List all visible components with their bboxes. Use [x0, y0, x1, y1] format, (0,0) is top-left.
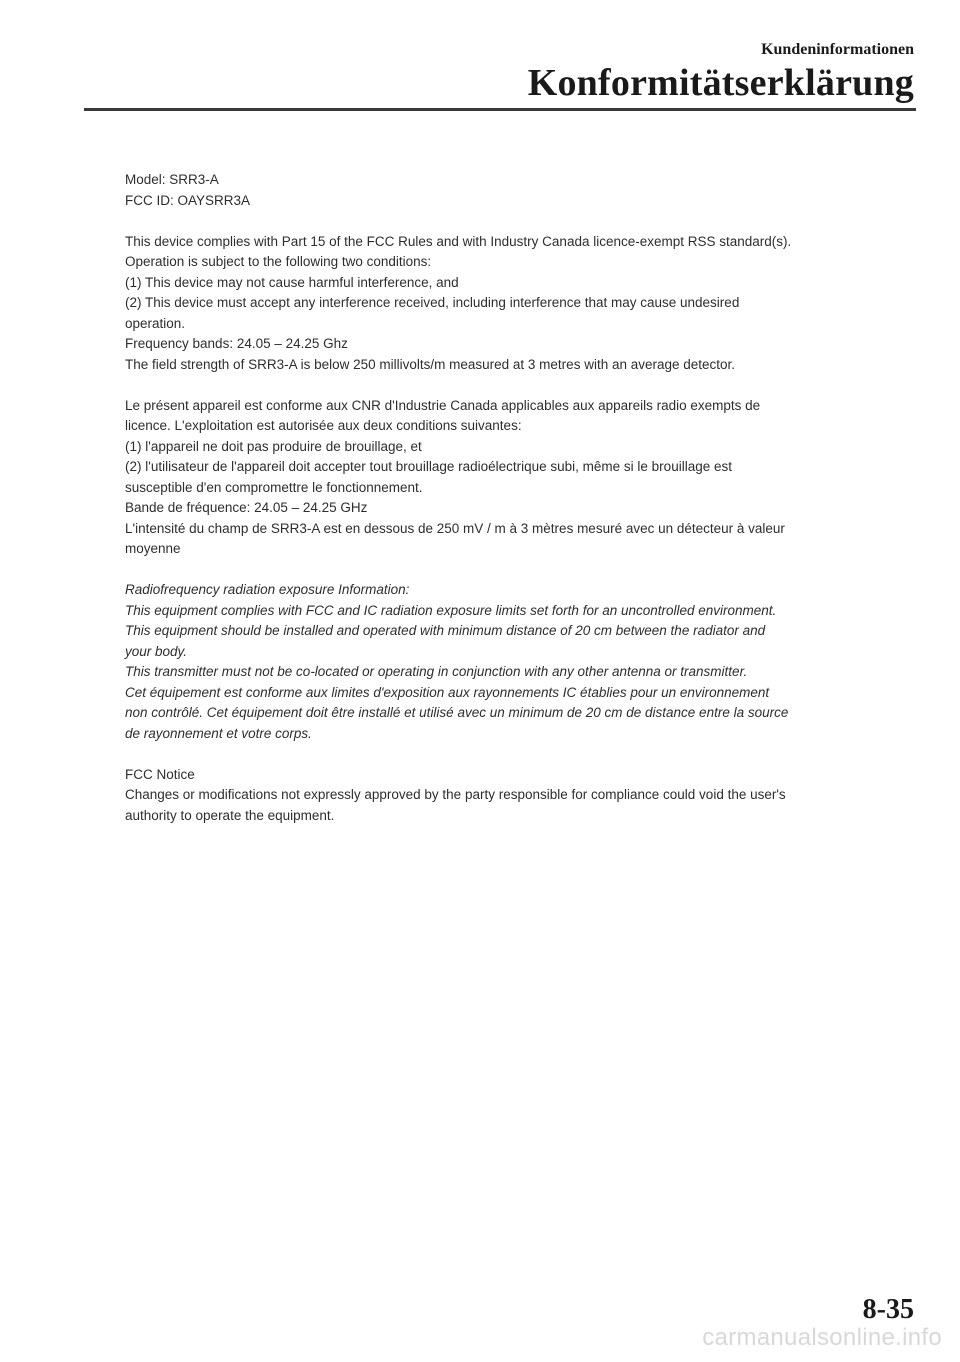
header-divider [84, 108, 916, 111]
text-line: Le présent appareil est conforme aux CNR d'Industrie Canada applicables aux appareils radio exempts de [125, 397, 761, 413]
text-line: L'intensité du champ de SRR3-A est en dessous de 250 mV / m à 3 mètres mesuré avec un détecteur à valeur [125, 520, 785, 536]
text-line: (2) l'utilisateur de l'appareil doit accepter tout brouillage radioélectrique subi, même si le brouillage est [125, 459, 732, 474]
text-line: Radiofrequency radiation exposure Information: [125, 582, 410, 597]
text-line: operation. [125, 315, 186, 331]
text-line: Frequency bands: 24.05 – 24.25 Ghz [125, 336, 348, 351]
fcc-notice-block [125, 765, 885, 827]
text-line: This transmitter must not be co-located or operating in conjunction with any other antenna or transmitter. [125, 664, 748, 679]
page-number: 8-35 [862, 1294, 914, 1325]
section-label: Kundeninformationen [761, 41, 914, 58]
page-header [528, 40, 914, 105]
text-line: This device complies with Part 15 of the FCC Rules and with Industry Canada licence-exempt RSS standard(s). [125, 233, 792, 249]
fcc-notice-heading: FCC Notice [125, 766, 195, 782]
text-line: Operation is subject to the following two conditions: [125, 254, 432, 269]
text-line: moyenne [125, 541, 181, 556]
text-line: authority to operate the equipment. [125, 807, 335, 823]
text-line: (1) l'appareil ne doit pas produire de brouillage, et [125, 438, 422, 454]
watermark: carmanualsonline.info [702, 1324, 942, 1351]
text-line: licence. L'exploitation est autorisée aux deux conditions suivantes: [125, 418, 522, 433]
text-line: Bande de fréquence: 24.05 – 24.25 GHz [125, 500, 368, 515]
fcc-ic-french-block [125, 396, 885, 560]
document-body [125, 170, 885, 826]
page-title: Konformitätserklärung [527, 62, 914, 104]
text-line: This equipment should be installed and operated with minimum distance of 20 cm between the radiator and [125, 623, 766, 638]
model-block [125, 170, 885, 211]
model-line: Model: SRR3-A [125, 172, 219, 187]
text-line: your body. [125, 643, 188, 659]
text-line: Changes or modifications not expressly approved by the party responsible for compliance could void the user's [125, 787, 786, 802]
text-line: de rayonnement et votre corps. [125, 725, 312, 741]
rf-exposure-block [125, 580, 885, 744]
fcc-ic-english-block [125, 232, 885, 376]
text-line: non contrôlé. Cet équipement doit être installé et utilisé avec un minimum de 20 cm de distance entre la source [125, 705, 789, 720]
text-line: (1) This device may not cause harmful interference, and [125, 274, 459, 290]
fcc-id-line: FCC ID: OAYSRR3A [125, 192, 251, 208]
text-line: Cet équipement est conforme aux limites d'exposition aux rayonnements IC établies pour un environnement [125, 684, 770, 700]
text-line: This equipment complies with FCC and IC radiation exposure limits set forth for an uncontrolled environment. [125, 602, 777, 618]
text-line: susceptible d'en compromettre le fonctionnement. [125, 479, 423, 495]
text-line: (2) This device must accept any interference received, including interference that may cause undesired [125, 295, 740, 310]
text-line: The field strength of SRR3-A is below 250 millivolts/m measured at 3 metres with an average detector. [125, 356, 736, 372]
